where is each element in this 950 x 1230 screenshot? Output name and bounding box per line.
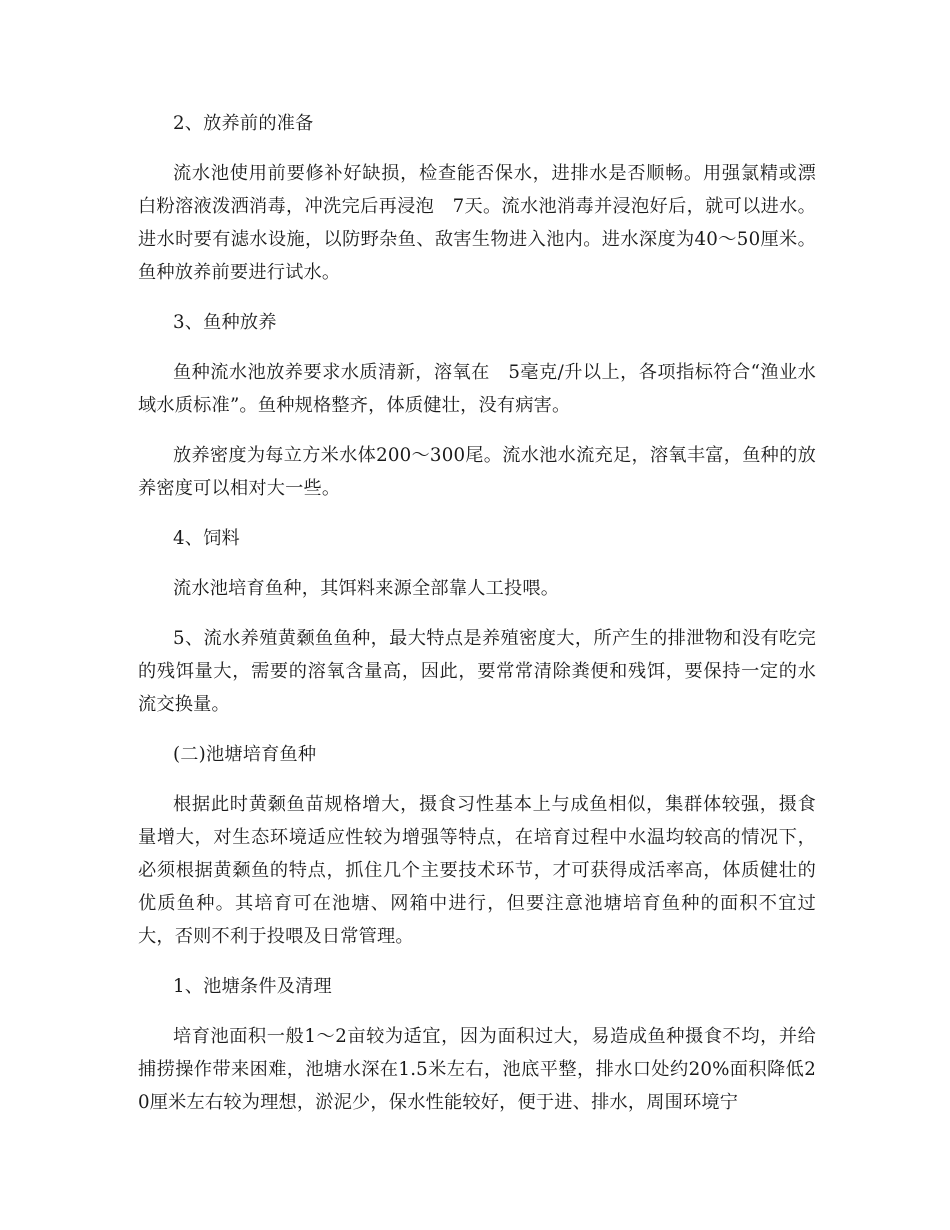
- section-heading: 1、池塘条件及清理: [173, 976, 332, 997]
- paragraph: 培育池面积一般1～2亩较为适宜，因为面积过大，易造成鱼种摄食不均，并给捕捞操作带来困难，池塘水深在1.5米左右，池底平整，排水口处约20%面积降低20厘米左右较为理想，淤泥少，保水性能较好，便于进、排水，周围环境宁: [138, 1026, 816, 1113]
- paragraph: 放养密度为每立方米水体200～300尾。流水池水流充足，溶氧丰富，鱼种的放养密度可以相对大一些。: [138, 445, 816, 499]
- section-heading: (二)池塘培育鱼种: [173, 744, 317, 765]
- paragraph: 根据此时黄颡鱼苗规格增大，摄食习性基本上与成鱼相似，集群体较强，摄食量增大，对生态环境适应性较为增强等特点，在培育过程中水温均较高的情况下，必须根据黄颡鱼的特点，抓住几个主要技术环节，才可获得成活率高，体质健壮的优质鱼种。其培育可在池塘、网箱中进行，但要注意池塘培育鱼种的面积不宜过大，否则不利于投喂及日常管理。: [138, 794, 816, 947]
- section-heading: 4、饲料: [173, 528, 240, 549]
- section-heading: 3、鱼种放养: [173, 312, 277, 333]
- paragraph: 鱼种流水池放养要求水质清新，溶氧在 5毫克/升以上，各项指标符合“渔业水域水质标准”。鱼种规格整齐，体质健壮，没有病害。: [138, 362, 816, 416]
- paragraph: 流水池培育鱼种，其饵料来源全部靠人工投喂。: [173, 578, 560, 599]
- document-body: [138, 107, 816, 1136]
- paragraph: 5、流水养殖黄颡鱼鱼种，最大特点是养殖密度大，所产生的排泄物和没有吃完的残饵量大，需要的溶氧含量高，因此，要常常清除粪便和残饵，要保持一定的水流交换量。: [138, 628, 816, 715]
- paragraph: 流水池使用前要修补好缺损，检查能否保水，进排水是否顺畅。用强氯精或漂白粉溶液泼洒消毒，冲洗完后再浸泡 7天。流水池消毒并浸泡好后，就可以进水。进水时要有滤水设施，以防野杂鱼、敌害生物进入池内。进水深度为40～50厘米。鱼种放养前要进行试水。: [138, 163, 816, 283]
- section-heading: 2、放养前的准备: [173, 113, 314, 134]
